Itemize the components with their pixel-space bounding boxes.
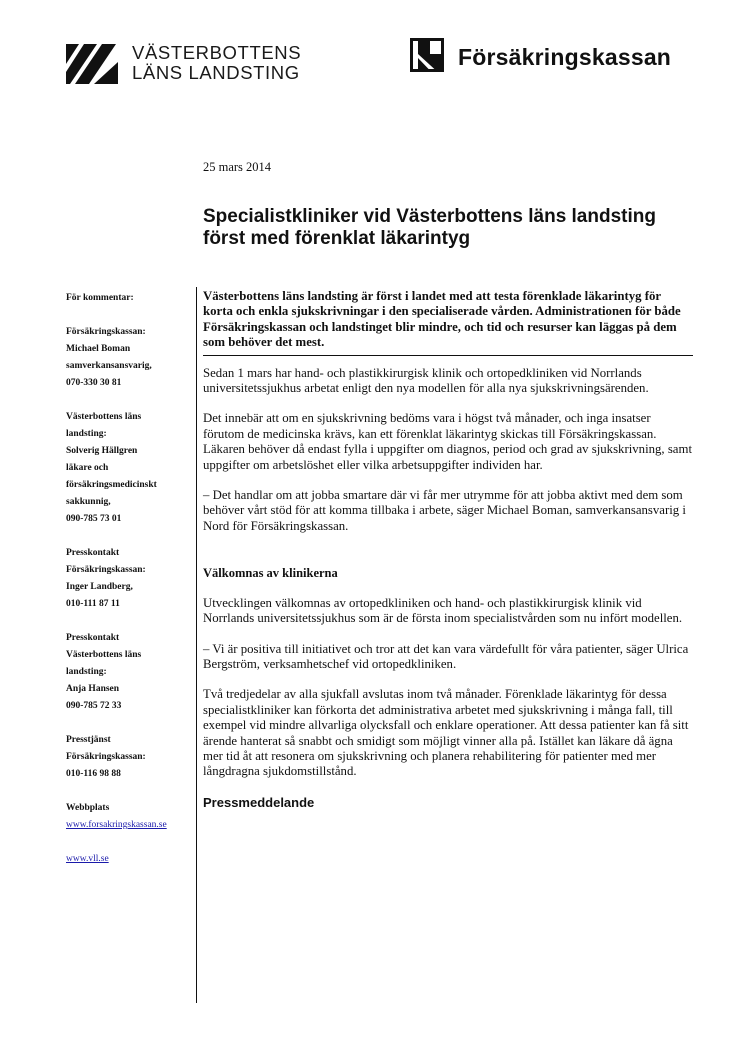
contact-line: Försäkringskassan:	[66, 565, 146, 575]
article-body	[203, 289, 693, 810]
contact-line: Försäkringskassan:	[66, 752, 146, 762]
contact-sidebar	[66, 290, 194, 885]
lead-paragraph: Västerbottens läns landsting är först i landet med att testa förenklade läkarintyg för korta och enkla sjukskrivningar i den specialiserade vården. Administrationen för både Försäkringskassan och landstinget blir mindre, och tid och resurser kan läggas på dem som behöver det mest.	[203, 289, 693, 356]
vll-logo-line2: LÄNS LANDSTING	[132, 62, 300, 83]
contact-line: 090-785 73 01	[66, 514, 122, 524]
contact-line: läkare och	[66, 463, 109, 473]
contact-line: Västerbottens läns	[66, 650, 142, 660]
vll-logo-line1: VÄSTERBOTTENS	[132, 42, 302, 63]
contact-line: 010-111 87 11	[66, 599, 120, 609]
contact-line: 010-116 98 88	[66, 769, 121, 779]
paragraph: Sedan 1 mars har hand- och plastikkirurgisk klinik och ortopedkliniken vid Norrlands universitetssjukhus arbetat enligt den nya modellen för alla nya sjukskrivningsärenden.	[203, 365, 649, 396]
contact-block-3	[66, 545, 194, 613]
sidebar-heading-text: För kommentar:	[66, 293, 134, 303]
contact-line: 070-330 30 81	[66, 378, 122, 388]
contact-line: Västerbottens läns	[66, 412, 142, 422]
web-heading: Webbplats	[66, 803, 110, 813]
fk-logo-text: Försäkringskassan	[458, 44, 672, 70]
vll-logo-text	[132, 43, 301, 83]
column-divider	[196, 287, 197, 1003]
link-forsakringskassan[interactable]: www.forsakringskassan.se	[66, 820, 167, 830]
paragraph: Utvecklingen välkomnas av ortopedkliniken och hand- och plastikkirurgisk klinik vid Norrlands universitetssjukhus som är de första inom specialistvården som nu infört modellen.	[203, 595, 683, 626]
vll-stripes-icon	[66, 42, 118, 86]
fk-square-icon	[410, 38, 444, 72]
contact-line: Presskontakt	[66, 548, 120, 558]
contact-line: Anja Hansen	[66, 684, 120, 694]
sidebar-heading	[66, 290, 194, 307]
page-title: Specialistkliniker vid Västerbottens läns landsting först med förenklat läkarintyg	[203, 206, 656, 249]
contact-line: landsting:	[66, 667, 107, 677]
contact-line: Inger Landberg,	[66, 582, 133, 592]
contact-block-4	[66, 630, 194, 715]
contact-block-5	[66, 732, 194, 783]
contact-block-2	[66, 409, 194, 528]
contact-line: samverkansansvarig,	[66, 361, 152, 371]
contact-line: Försäkringskassan:	[66, 327, 146, 337]
paragraph: – Vi är positiva till initiativet och tror att det kan vara värdefullt för våra patienter, säger Ulrica Bergström, verksamhetschef vid ortopedkliniken.	[203, 641, 689, 671]
contact-line: Michael Boman	[66, 344, 131, 354]
contact-line: Solverig Hällgren	[66, 446, 138, 456]
document-type-label: Pressmeddelande	[203, 794, 315, 810]
web-block	[66, 800, 194, 834]
press-date: 25 mars 2014	[203, 160, 272, 174]
contact-line: landsting:	[66, 429, 107, 439]
contact-block-1	[66, 324, 194, 392]
paragraph: Två tredjedelar av alla sjukfall avslutas inom två månader. Förenklade läkarintyg för dessa specialistkliniker kan förkorta det administrativa arbetet med sjukskrivning i många fall, till exempel vid mindre allvarliga olycksfall och enklare operationer. Att dessa patienter kan få sitt ärende hanterat så snabbt och smidigt som möjligt vinner alla på. Istället kan läkare då ägna mer tid åt att resonera om sjukskrivning och planera rehabilitering för patienter med mer långdragna sjukdomstillstånd.	[203, 687, 689, 779]
section-heading: Välkomnas av klinikerna	[203, 566, 338, 581]
contact-line: sakkunnig,	[66, 497, 111, 507]
contact-line: Presstjänst	[66, 735, 111, 745]
web-block-2	[66, 851, 194, 868]
link-vll[interactable]: www.vll.se	[66, 854, 109, 864]
paragraph: Det innebär att om en sjukskrivning bedöms vara i högst två månader, och inga insatser förutom de medicinska krävs, kan ett förenklat läkarintyg skickas till Försäkringskassan. Läkaren behöver då endast fylla i uppgifter om diagnos, period och grad av sjukskrivning, samt uppgifter om arbetslöshet eller vilka arbetsuppgifter individen har.	[203, 411, 692, 472]
contact-line: Presskontakt	[66, 633, 120, 643]
paragraph: – Det handlar om att jobba smartare där vi får mer utrymme för att jobba aktivt med dem som behöver vårt stöd för att komma tillbaka i arbete, säger Michael Boman, samverkansansvarig i Nord för Försäkringskassan.	[203, 488, 686, 533]
fk-logo	[410, 38, 710, 82]
contact-line: försäkringsmedicinskt	[66, 480, 157, 490]
vll-logo	[66, 42, 316, 86]
contact-line: 090-785 72 33	[66, 701, 122, 711]
